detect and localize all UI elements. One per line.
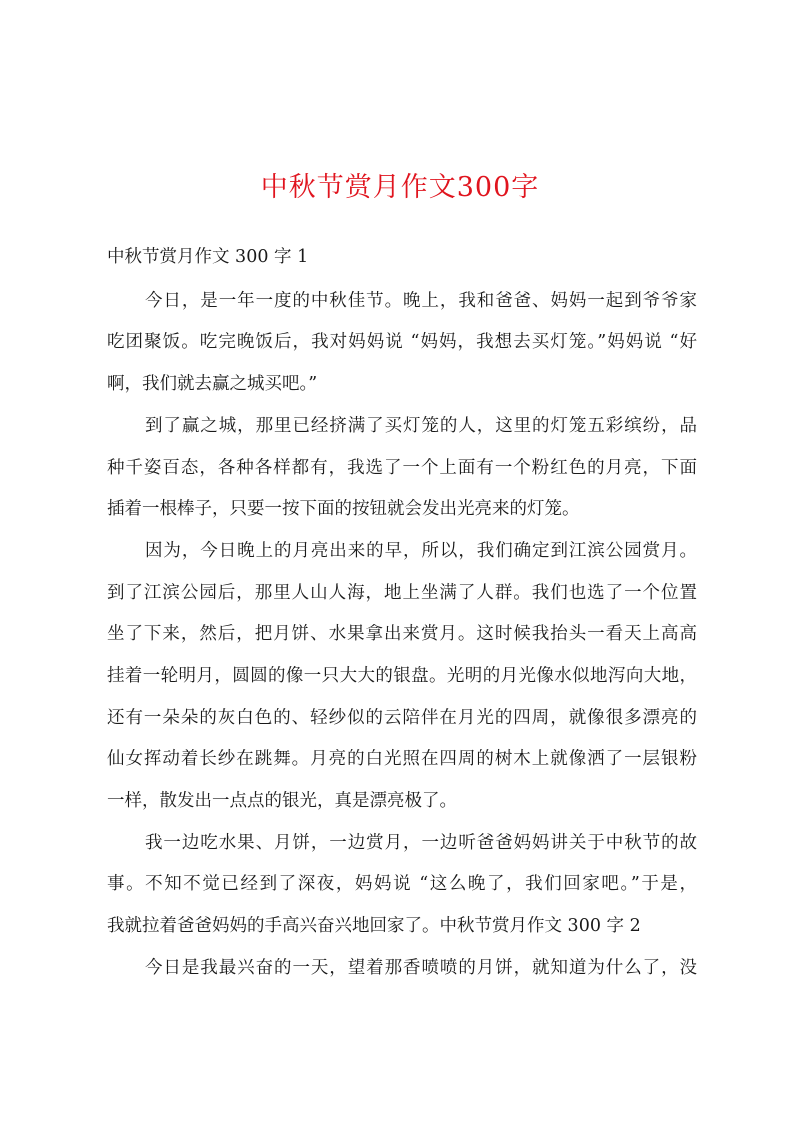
text-line: 事。不知不觉已经到了深夜，妈妈说 “这么晚了，我们回家吧。”于是， — [107, 874, 697, 894]
text-line: 还有一朵朵的灰白色的、轻纱似的云陪伴在月光的四周，就像很多漂亮的 — [107, 708, 697, 728]
text-line: 吃团聚饭。吃完晚饭后，我对妈妈说 “妈妈，我想去买灯笼。”妈妈说 “好 — [107, 332, 697, 352]
text-line: 一样，散发出一点点的银光，真是漂亮极了。 — [107, 791, 457, 811]
text-line: 坐了下来，然后，把月饼、水果拿出来赏月。这时候我抬头一看天上高高 — [107, 624, 697, 644]
text-line: 我一边吃水果、月饼，一边赏月，一边听爸爸妈妈讲关于中秋节的故 — [145, 833, 697, 853]
text-line: 因为，今日晚上的月亮出来的早，所以，我们确定到江滨公园赏月。 — [145, 541, 697, 561]
text-line: 挂着一轮明月，圆圆的像一只大大的银盘。光明的月光像水似地泻向大地， — [107, 666, 697, 686]
text-line: 我就拉着爸爸妈妈的手高兴奋兴地回家了。中秋节赏月作文 300 字 2 — [107, 916, 641, 936]
text-line: 今日是我最兴奋的一天，望着那香喷喷的月饼，就知道为什么了，没 — [145, 958, 697, 978]
document-title: 中秋节赏月作文300字 — [260, 172, 540, 203]
text-line: 仙女挥动着长纱在跳舞。月亮的白光照在四周的树木上就像洒了一层银粉 — [107, 749, 697, 769]
text-line: 今日，是一年一度的中秋佳节。晚上，我和爸爸、妈妈一起到爷爷家 — [145, 291, 697, 311]
text-line: 到了赢之城，那里已经挤满了买灯笼的人，这里的灯笼五彩缤纷，品 — [145, 416, 697, 436]
text-line: 插着一根棒子，只要一按下面的按钮就会发出光亮来的灯笼。 — [107, 499, 580, 519]
text-line: 啊，我们就去赢之城买吧。” — [107, 374, 318, 394]
text-line: 种千姿百态，各种各样都有，我选了一个上面有一个粉红色的月亮，下面 — [107, 458, 697, 478]
essay-heading-1: 中秋节赏月作文 300 字 1 — [107, 247, 309, 267]
text-line: 到了江滨公园后，那里人山人海，地上坐满了人群。我们也选了一个位置 — [107, 583, 697, 603]
